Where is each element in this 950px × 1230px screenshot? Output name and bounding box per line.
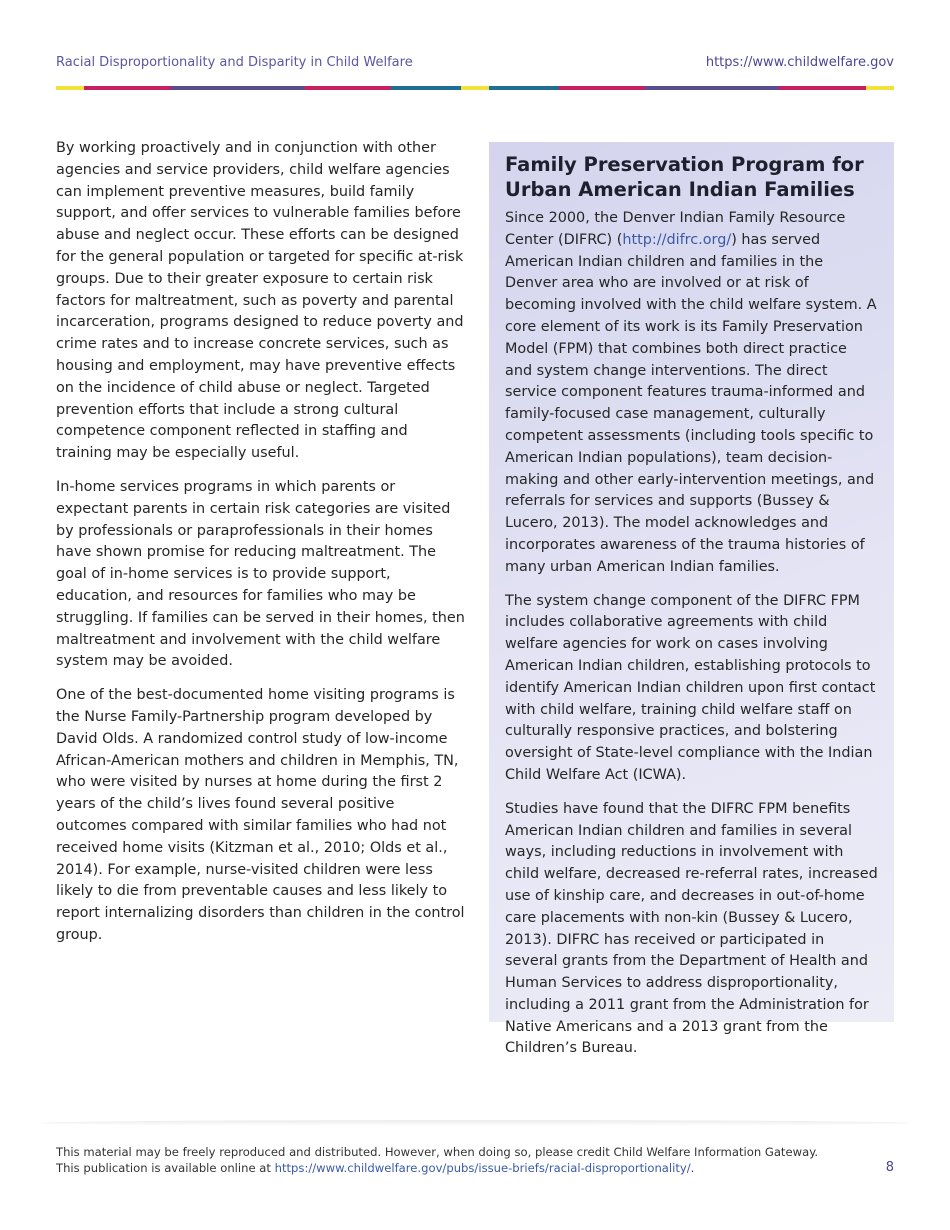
color-bar-segment	[171, 86, 305, 90]
color-bar-segment	[559, 86, 645, 90]
footer-divider	[40, 1120, 910, 1126]
page-number: 8	[885, 1160, 894, 1175]
sidebar-paragraph-1	[505, 208, 878, 579]
color-bar-segment	[461, 86, 489, 90]
sidebar-p1-text-a: Since 2000, the Denver Indian Family Resource Center (DIFRC) (	[505, 210, 846, 248]
body-paragraph-1: By working proactively and in conjunction with other agencies and service providers, child welfare agencies can implement preventive measures, build family support, and offer services to vulnerable families before abuse and neglect occur. These efforts can be designed for the general population or targeted for specific at-risk groups. Due to their greater exposure to certain risk factors for maltreatment, such as poverty and parental incarceration, programs designed to reduce poverty and crime rates and to increase concrete services, such as housing and employment, may have preventive effects on the incidence of child abuse or neglect. Targeted prevention efforts that include a strong cultural competence component reflected in staffing and training may be especially useful.	[56, 140, 464, 462]
color-bar-segment	[56, 86, 84, 90]
color-bar-segment	[645, 86, 779, 90]
sidebar-title: Family Preservation Program for Urban American Indian Families	[505, 153, 864, 201]
color-bar-segment	[84, 86, 171, 90]
main-column	[56, 138, 466, 959]
sidebar-callout-box	[489, 142, 894, 1057]
color-bar-segment	[305, 86, 391, 90]
sidebar-p1-text-b: ) has served American Indian children and families in the Denver area who are involved or at risk of becoming involved with the child welfare system. A core element of its work is its Family Preservation Model (FPM) that combines both direct practice and system change interventions. The direct service component features trauma-informed and family-focused case management, culturally competent assessments (including tools specific to American Indian populations), team decision-making and other early-intervention meetings, and referrals for services and supports (Bussey & Lucero, 2013). The model acknowledges and incorporates awareness of the trauma histories of many urban American Indian families.	[505, 231, 877, 575]
sidebar-paragraph-3: Studies have found that the DIFRC FPM benefits American Indian children and families in several ways, including reductions in involvement with child welfare, decreased re-referral rates, increased use of kinship care, and decreases in out-of-home care placements with non-kin (Bussey & Lucero, 2013). DIFRC has received or participated in several grants from the Department of Health and Human Services to address disproportionality, including a 2011 grant from the Administration for Native Americans and a 2013 grant from the Children’s Bureau.	[505, 800, 878, 1057]
footer-availability-line	[56, 1160, 836, 1176]
header-title: Racial Disproportionality and Disparity in Child Welfare	[56, 55, 413, 70]
color-bar-segment	[489, 86, 559, 90]
color-bar-segment	[391, 86, 461, 90]
color-bar-segment	[866, 86, 894, 90]
color-bar-segment	[779, 86, 866, 90]
page-footer	[56, 1144, 836, 1176]
publication-link[interactable]: https://www.childwelfare.gov/pubs/issue-briefs/racial-disproportionality/	[274, 1161, 691, 1175]
footer-availability-prefix: This publication is available online at	[56, 1161, 275, 1175]
body-paragraph-3: One of the best-documented home visiting programs is the Nurse Family-Partnership program developed by David Olds. A randomized control study of low-income African-American mothers and children in Memphis, TN, who were visited by nurses at home during the first 2 years of the child’s lives found several positive outcomes compared with similar families who had not received home visits (Kitzman et al., 2010; Olds et al., 2014). For example, nurse-visited children were less likely to die from preventable causes and less likely to report internalizing disorders than children in the control group.	[56, 687, 465, 943]
body-paragraph-2: In-home services programs in which parents or expectant parents in certain risk categories are visited by professionals or paraprofessionals in their homes have shown promise for reducing maltreatment. The goal of in-home services is to provide support, education, and resources for families who may be struggling. If families can be served in their homes, then maltreatment and involvement with the child welfare system may be avoided.	[56, 478, 465, 670]
header-color-bar	[56, 86, 894, 90]
footer-credit-line: This material may be freely reproduced and distributed. However, when doing so, please credit Child Welfare Information Gateway.	[56, 1145, 819, 1159]
header-site-link[interactable]: https://www.childwelfare.gov	[705, 55, 894, 70]
sidebar-paragraph-2: The system change component of the DIFRC FPM includes collaborative agreements with child welfare agencies for work on cases involving American Indian children, establishing protocols to identify American Indian children upon first contact with child welfare, training child welfare staff on culturally responsive practices, and bolstering oversight of State-level compliance with the Indian Child Welfare Act (ICWA).	[505, 592, 876, 783]
footer-availability-suffix: .	[690, 1161, 695, 1175]
difrc-link[interactable]: http://difrc.org/	[622, 231, 732, 248]
